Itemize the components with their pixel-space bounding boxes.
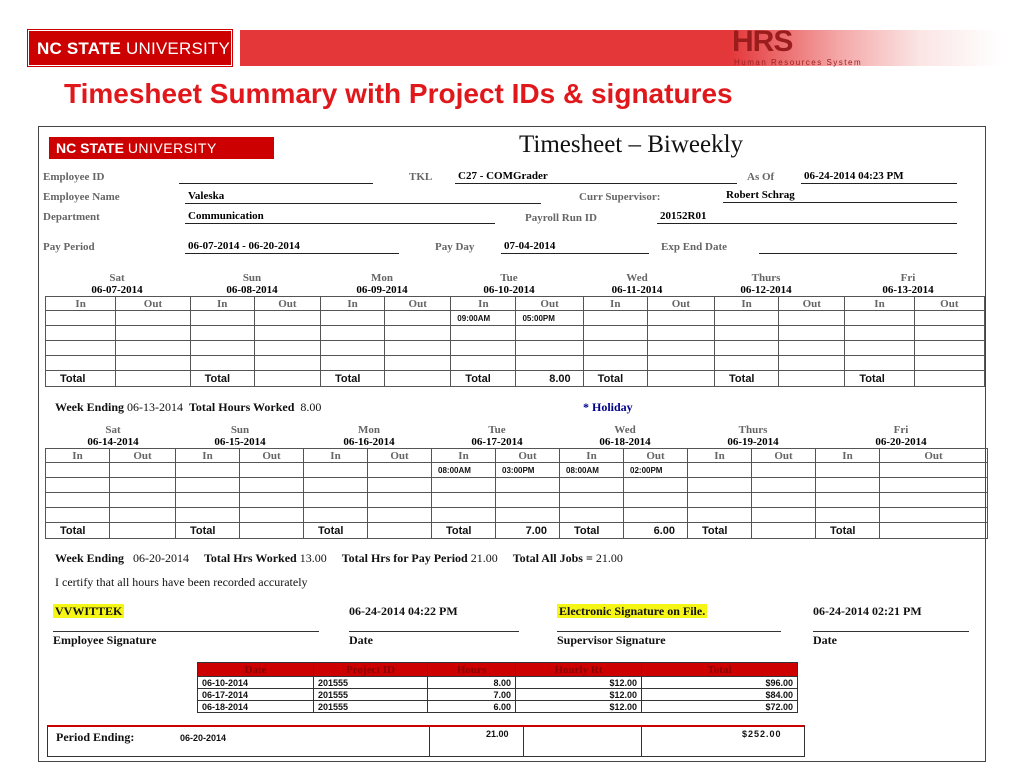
week1-day-sat: Sat 06-07-2014 (91, 272, 143, 296)
week2-wed-total: 6.00 (624, 523, 688, 539)
week2-day-sat: Sat 06-14-2014 (87, 424, 139, 448)
pay-day-value: 07-04-2014 (501, 240, 649, 254)
table-row: 06-18-2014 201555 6.00 $12.00 $72.00 (198, 701, 798, 713)
exp-end-label: Exp End Date (661, 241, 728, 253)
pay-day-label: Pay Day (435, 241, 475, 253)
table-row (46, 311, 985, 326)
date-label: Date (349, 633, 373, 647)
col-hours: Hours (428, 663, 516, 677)
supervisor-signature: Electronic Signature on File. (559, 604, 706, 618)
logo-text-bold: NC STATE (37, 39, 122, 58)
employee-sig-label: Employee Signature (53, 633, 157, 647)
period-ending-label: Period Ending: (56, 730, 135, 744)
col-total: Total (642, 663, 798, 677)
department-label: Department (43, 211, 100, 223)
week1-tue-out: 05:00PM (516, 311, 583, 326)
table-row: 06-17-2014 201555 7.00 $12.00 $84.00 (198, 689, 798, 701)
doc-ncsu-logo (49, 137, 274, 159)
employee-name-value: Valeska (185, 190, 541, 204)
period-summary: Week Ending 06-20-2014 Total Hrs Worked 13.00 Total Hrs for Pay Period 21.00 Total All Jobs = 21.00 (55, 551, 623, 565)
doc-logo-thin: UNIVERSITY (127, 140, 217, 156)
hrs-tagline: Human Resources System (734, 58, 863, 67)
as-of-label: As Of (747, 171, 775, 183)
employee-sig-line (53, 631, 319, 632)
week2-day-wed: Wed 06-18-2014 (599, 424, 651, 448)
pay-period-value: 06-07-2014 - 06-20-2014 (185, 240, 399, 254)
week1-tue-total: 8.00 (516, 371, 583, 387)
employee-signature: VVWITTEK (55, 604, 123, 618)
doc-logo-bold: NC STATE (56, 140, 124, 156)
certify-statement: I certify that all hours have been recorded accurately (55, 575, 308, 589)
week2-day-mon: Mon 06-16-2014 (343, 424, 395, 448)
as-of-value: 06-24-2014 04:23 PM (801, 170, 957, 184)
week2-day-tue: Tue 06-17-2014 (471, 424, 523, 448)
week1-summary: Week Ending 06-13-2014 Total Hours Worked 8.00 (55, 400, 322, 414)
curr-supervisor-value: Robert Schrag (723, 189, 957, 203)
table-row (46, 508, 988, 523)
col-hourly-rate: Hourly Rt (516, 663, 642, 677)
project-header-row (198, 663, 798, 677)
employee-id-label: Employee ID (43, 171, 105, 183)
exp-end-value (759, 240, 957, 254)
period-ending-date: 06-20-2014 (180, 733, 227, 743)
hrs-logo-text: HRS (732, 25, 793, 58)
col-date: Date (198, 663, 314, 677)
week2-header-row: In Out In Out In Out In Out In Out In Out In Out (46, 449, 988, 463)
week1-day-wed: Wed 06-11-2014 (611, 272, 663, 296)
week1-day-thurs: Thurs 06-12-2014 (740, 272, 792, 296)
week2-day-sun: Sun 06-15-2014 (214, 424, 266, 448)
ncsu-logo (28, 30, 232, 66)
week1-day-fri: Fri 06-13-2014 (882, 272, 934, 296)
week2-total-row: Total Total Total Total 7.00 Total 6.00 Total Total (46, 523, 988, 539)
table-row: 06-10-2014 201555 8.00 $12.00 $96.00 (198, 677, 798, 689)
payroll-run-value: 20152R01 (657, 210, 957, 224)
date-line-2 (813, 631, 969, 632)
project-table (197, 662, 798, 713)
week2-tue-out: 03:00PM (496, 463, 560, 478)
table-row (46, 478, 988, 493)
week2-wed-in: 08:00AM (560, 463, 624, 478)
week2-day-fri: Fri 06-20-2014 (875, 424, 927, 448)
table-row (46, 356, 985, 371)
date-line-1 (349, 631, 519, 632)
week2-day-thurs: Thurs 06-19-2014 (727, 424, 779, 448)
week2-tue-total: 7.00 (496, 523, 560, 539)
week1-tue-in: 09:00AM (451, 311, 516, 326)
table-row (46, 493, 988, 508)
week1-total-row: Total Total Total Total 8.00 Total Total Total (46, 371, 985, 387)
period-hours: 21.00 (486, 729, 509, 739)
slide-title: Timesheet Summary with Project IDs & signatures (64, 78, 733, 109)
week2-tue-in: 08:00AM (432, 463, 496, 478)
curr-supervisor-label: Curr Supervisor: (579, 191, 661, 203)
department-value: Communication (185, 210, 495, 224)
supervisor-sig-line (557, 631, 781, 632)
doc-title: Timesheet – Biweekly (519, 131, 744, 158)
tkl-value: C27 - COMGrader (455, 170, 737, 184)
supervisor-sig-label: Supervisor Signature (557, 633, 666, 647)
holiday-note: * Holiday (583, 400, 633, 414)
pay-period-label: Pay Period (43, 241, 95, 253)
week1-table (45, 296, 985, 387)
week1-day-mon: Mon 06-09-2014 (356, 272, 408, 296)
timesheet-document (38, 126, 986, 762)
red-bar (240, 30, 730, 66)
employee-name-label: Employee Name (43, 191, 120, 203)
period-total: $252.00 (742, 729, 782, 739)
period-ending-row (47, 725, 805, 757)
week1-day-sun: Sun 06-08-2014 (226, 272, 278, 296)
payroll-run-label: Payroll Run ID (525, 212, 597, 224)
tkl-label: TKL (409, 171, 433, 183)
week2-table (45, 448, 988, 539)
table-row (46, 326, 985, 341)
supervisor-sign-date: 06-24-2014 02:21 PM (813, 604, 922, 618)
table-row (46, 463, 988, 478)
week2-wed-out: 02:00PM (624, 463, 688, 478)
week1-header-row: In Out In Out In Out In Out In Out In Out In Out (46, 297, 985, 311)
week1-day-tue: Tue 06-10-2014 (483, 272, 535, 296)
col-project-id: Project ID (314, 663, 428, 677)
logo-text-thin: UNIVERSITY (126, 39, 231, 58)
table-row (46, 341, 985, 356)
employee-id-value (179, 170, 373, 184)
employee-sign-date: 06-24-2014 04:22 PM (349, 604, 458, 618)
date-label-2: Date (813, 633, 837, 647)
